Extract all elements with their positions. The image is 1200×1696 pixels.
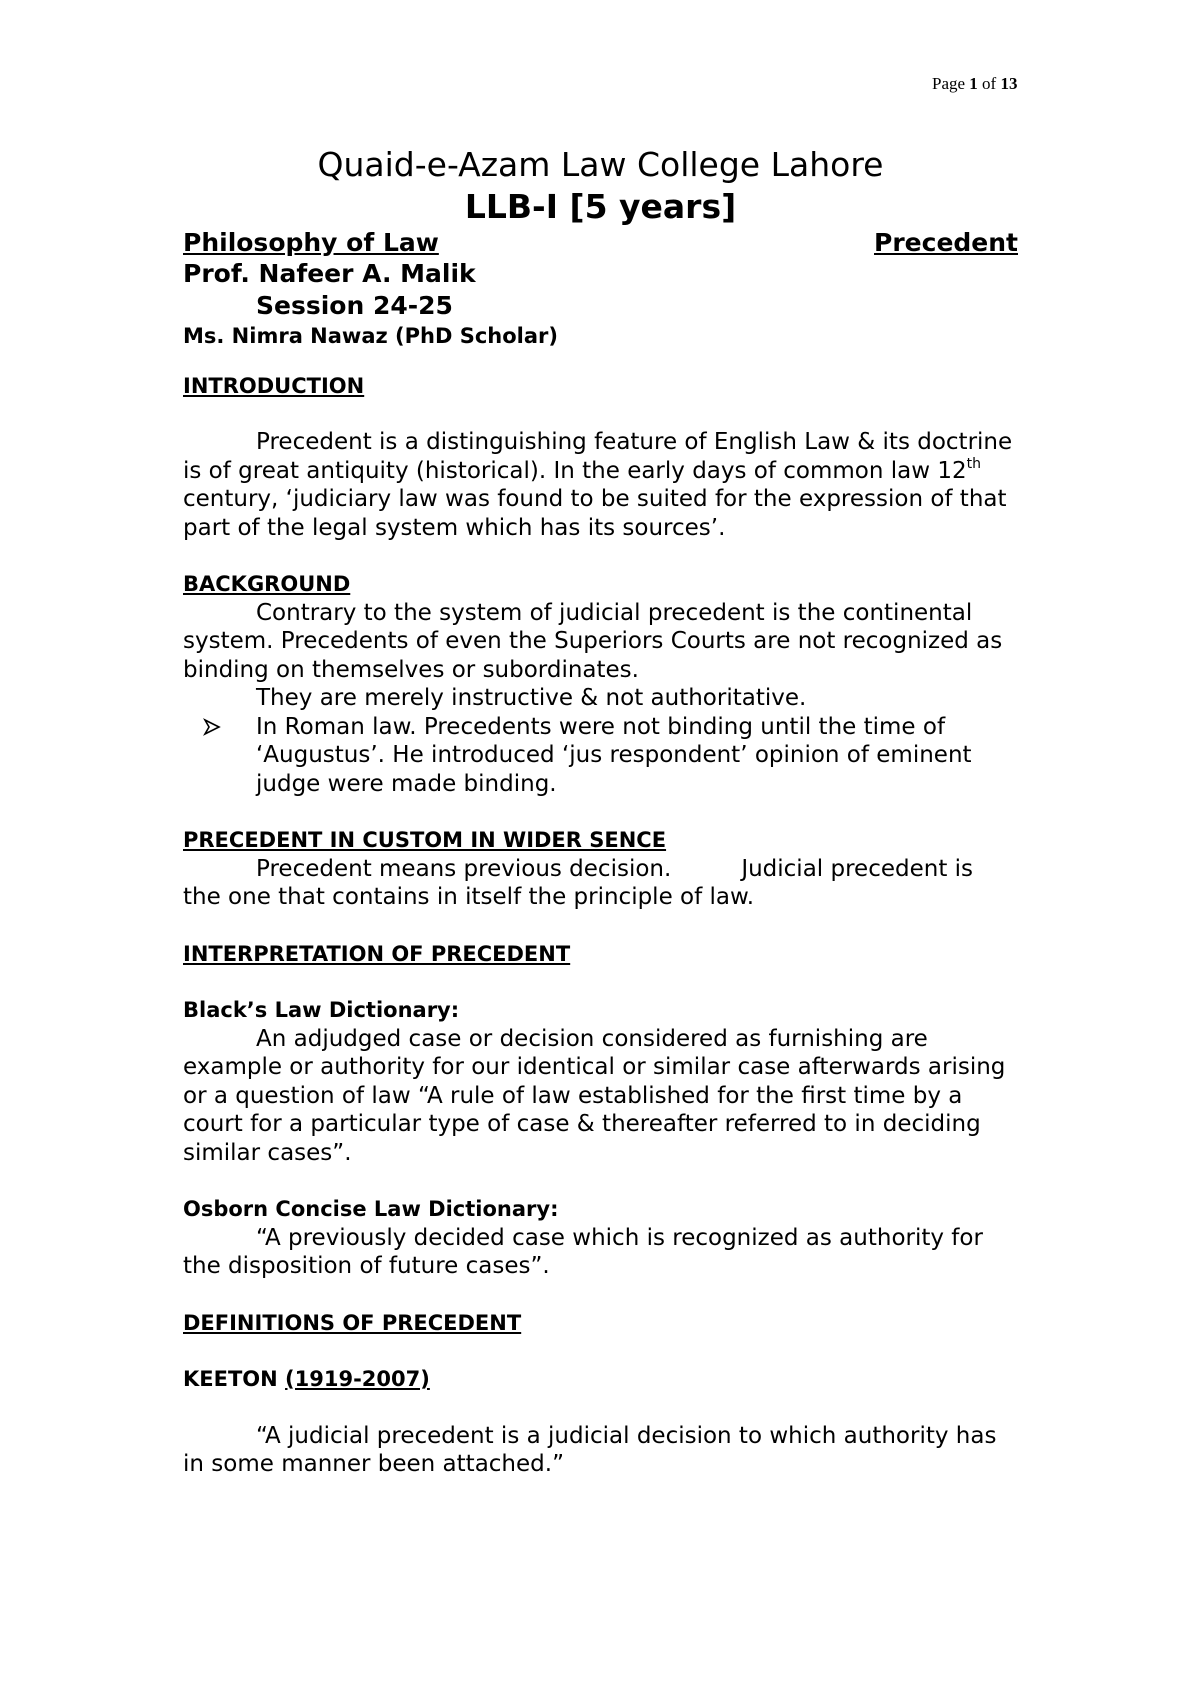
subject-row	[183, 229, 1018, 258]
program-title: LLB-I [5 years]	[464, 187, 737, 226]
interpretation-heading: INTERPRETATION OF PRECEDENT	[183, 941, 571, 966]
blacks-heading: Black’s Law Dictionary:	[183, 998, 460, 1022]
introduction-text-b: century, ‘judiciary law was found to be suited for the expression of that part of the legal system which has its sources’.	[183, 486, 1007, 541]
page-number-total: 13	[1000, 74, 1018, 93]
background-paragraph-1: Contrary to the system of judicial precedent is the continental system. Precedents of even the Superiors Courts are not recognized as binding on themselves or subordinates.	[183, 599, 1003, 683]
topic-label: Precedent	[874, 228, 1018, 257]
page-number-middle: of	[977, 74, 1001, 93]
page-number	[932, 74, 1017, 94]
page-number-current: 1	[969, 74, 978, 93]
introduction-heading: INTRODUCTION	[183, 373, 365, 398]
keeton-years: (1919-2007)	[285, 1367, 430, 1391]
background-paragraph-2: They are merely instructive & not authoritative.	[256, 685, 807, 711]
custom-heading: PRECEDENT IN CUSTOM IN WIDER SENCE	[183, 828, 667, 852]
subject-label: Philosophy of Law	[183, 228, 439, 257]
introduction-text-a: Precedent is a distinguishing feature of English Law & its doctrine is of great antiquity (historical). In the early days of common law 12	[183, 429, 1013, 484]
arrow-bullet-icon	[203, 713, 256, 799]
introduction-superscript: th	[966, 455, 982, 472]
osborn-paragraph: “A previously decided case which is recognized as authority for the disposition of future cases”.	[183, 1224, 983, 1279]
page-number-prefix: Page	[932, 74, 970, 93]
blacks-paragraph: An adjudged case or decision considered as furnishing are example or authority for our identical or similar case afterwards arising or a question of law “A rule of law established for the first time by a court for a particular type of case & thereafter referred to in deciding similar cases”.	[183, 1025, 1006, 1166]
custom-text-a: Precedent means previous decision.	[256, 855, 672, 882]
college-title: Quaid-e-Azam Law College Lahore	[317, 145, 884, 184]
document-body	[183, 143, 1018, 1479]
definitions-heading: DEFINITIONS OF PRECEDENT	[183, 1310, 522, 1335]
scholar-name: Ms. Nimra Nawaz (PhD Scholar)	[183, 323, 558, 348]
background-heading: BACKGROUND	[183, 572, 351, 596]
introduction-paragraph	[183, 428, 1018, 542]
background-bullet	[183, 713, 1018, 799]
custom-paragraph	[183, 855, 1018, 912]
background-bullet-text: In Roman law. Precedents were not binding until the time of ‘Augustus’. He introduced ‘jus respondent’ opinion of eminent judge were made binding.	[256, 713, 972, 797]
session-label: Session 24-25	[256, 290, 453, 320]
keeton-heading	[183, 1365, 1018, 1394]
keeton-name: KEETON	[183, 1367, 286, 1391]
keeton-quote: “A judicial precedent is a judicial decision to which authority has in some manner been attached.”	[183, 1422, 997, 1477]
custom-text-b: Judicial precedent is the one that contains in itself the principle of law.	[183, 855, 974, 910]
osborn-heading: Osborn Concise Law Dictionary:	[183, 1197, 559, 1221]
professor-name: Prof. Nafeer A. Malik	[183, 258, 476, 288]
